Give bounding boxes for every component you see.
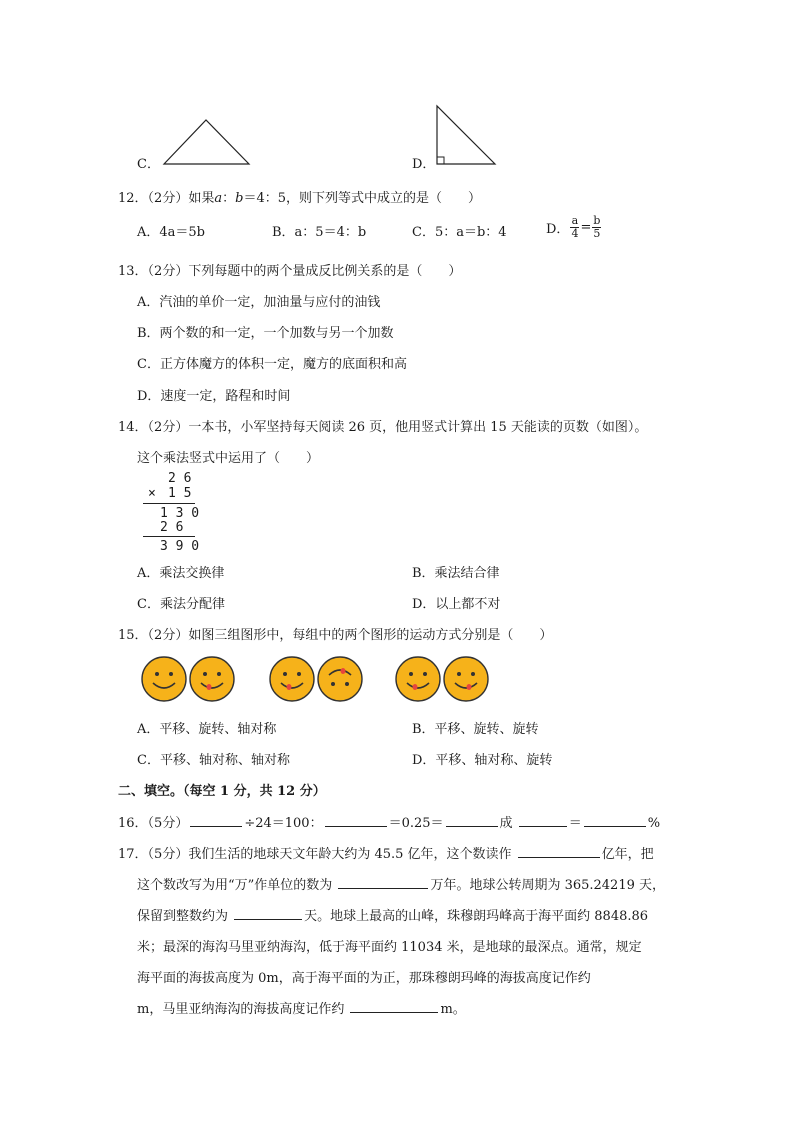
q13-option-a: A．汽油的单价一定，加油量与应付的油钱 [137,295,381,310]
blank[interactable] [446,814,498,827]
mult-rule-1 [143,503,195,504]
q15-option-d: D．平移、轴对称、旋转 [412,753,553,768]
mult-partial-1: 1 3 0 [160,506,200,521]
q15-stem: 15．（2分）如图三组图形中，每组中的两个图形的运动方式分别是（ ） [118,628,553,643]
q14-option-d: D．以上都不对 [412,597,501,612]
q13-option-b: B．两个数的和一定，一个加数与另一个加数 [137,326,394,341]
q14-option-c: C．乘法分配律 [137,597,225,612]
q11-option-d-label: D． [412,157,436,172]
blank[interactable] [518,845,600,858]
blank[interactable] [234,907,302,920]
q17-line-6: m，马里亚纳海沟的海拔高度记作约 m。 [137,1002,466,1017]
blank[interactable] [190,814,242,827]
q14-stem-line1: 14．（2分）一本书，小军坚持每天阅读 26 页，他用竖式计算出 15 天能读的页数（如图）。 [118,420,648,435]
q13-stem: 13．（2分）下列每题中的两个量成反比例关系的是（ ） [118,264,462,279]
mult-partial-2: 2 6 [160,520,184,535]
blank[interactable] [350,1000,438,1013]
rotated-smiley-face-icon [316,655,364,703]
mirrored-smiley-face-icon [442,655,490,703]
q14-stem-line2: 这个乘法竖式中运用了（ ） [137,451,320,466]
smiley-face-icon [140,655,188,703]
q14-option-b: B．乘法结合律 [412,566,500,581]
q15-option-b: B．平移、旋转、旋转 [412,722,539,737]
q15-option-c: C．平移、轴对称、轴对称 [137,753,290,768]
section-2-title: 二、填空。（每空 1 分，共 12 分） [118,784,326,799]
mult-top-number: 2 6 [168,471,192,486]
mult-result: 3 9 0 [160,539,200,554]
q12-option-a: A．4a＝5b [137,225,206,240]
blank[interactable] [325,814,387,827]
q16-line: 16．（5分） ÷24＝100： ＝0.25＝ 成 ＝ % [118,816,661,831]
q17-line-4: 米；最深的海沟马里亚纳海沟，低于海平面约 11034 米，是地球的最深点。通常，规定 [137,940,642,955]
q17-line-3: 保留到整数约为 天。地球上最高的山峰，珠穆朗玛峰高于海平面约 8848.86 [137,909,649,924]
q12-stem: 12．（2分）如果a：b＝4：5，则下列等式中成立的是（ ） [118,191,481,206]
right-triangle-figure [433,103,499,167]
q14-option-a: A．乘法交换律 [137,566,225,581]
fraction-a-over-4: $\frac{a}{4}$ [571,214,579,240]
smiley-face-icon [188,655,236,703]
blank[interactable] [584,814,646,827]
blank[interactable] [338,876,428,889]
q15-option-a: A．平移、旋转、轴对称 [137,722,277,737]
mult-times-sign: × [148,486,156,501]
isosceles-triangle-figure [160,117,252,167]
mult-second-number: 1 5 [168,486,192,501]
q12-option-b: B．a：5＝4：b [272,225,367,240]
q17-line-5: 海平面的海拔高度为 0m，高于海平面的为正，那珠穆朗玛峰的海拔高度记作约 [137,971,591,986]
q13-option-c: C．正方体魔方的体积一定，魔方的底面积和高 [137,357,407,372]
q11-option-c-label: C． [137,157,160,172]
q17-line-2: 这个数改写为用“万”作单位的数为 万年。地球公转周期为 365.24219 天， [137,878,666,893]
fraction-b-over-5: $\frac{b}{5}$ [593,214,601,240]
smiley-face-icon [268,655,316,703]
q12-option-d: D． $\frac{a}{4}$ = $\frac{b}{5}$ [546,214,601,240]
smiley-face-icon [394,655,442,703]
q12-option-c: C．5：a＝b：4 [412,225,507,240]
q13-option-d: D．速度一定，路程和时间 [137,389,291,404]
q17-line-1: 17．（5分）我们生活的地球天文年龄大约为 45.5 亿年，这个数读作 亿年，把 [118,847,654,862]
blank[interactable] [519,814,567,827]
mult-rule-2 [143,536,195,537]
